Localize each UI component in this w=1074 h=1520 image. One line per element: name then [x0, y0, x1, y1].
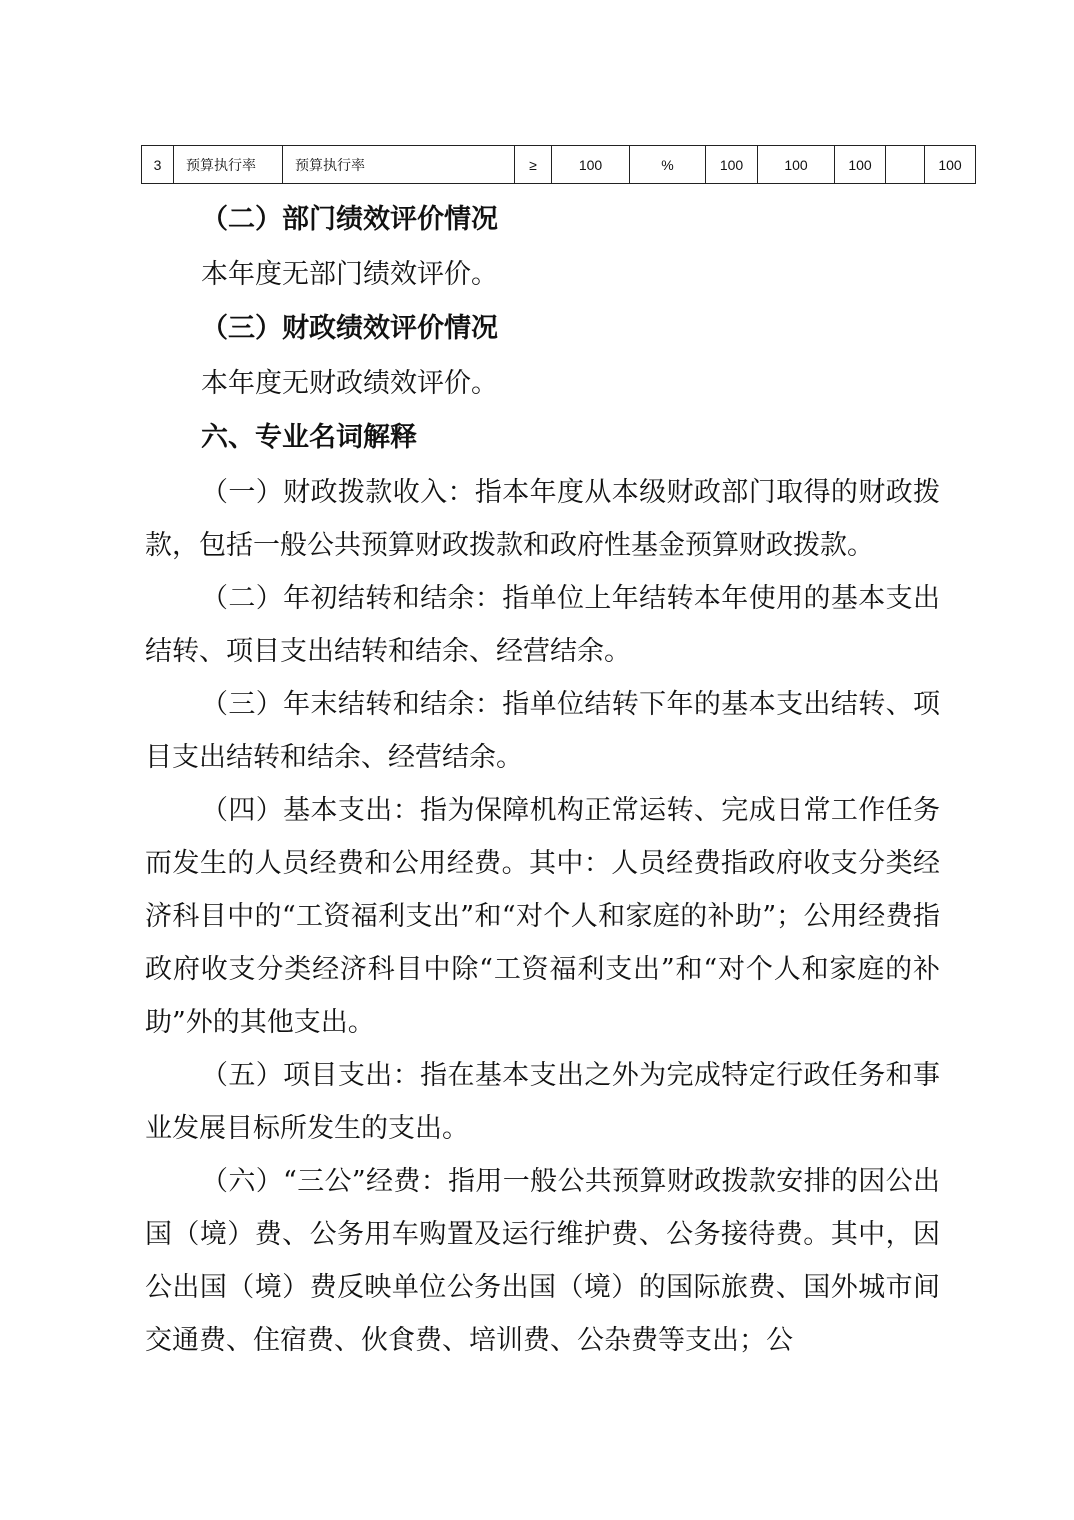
- paragraph: （二）年初结转和结余：指单位上年结转本年使用的基本支出结转、项目支出结转和结余、经营结余。: [145, 583, 940, 667]
- cell-weight: 100: [758, 146, 835, 184]
- cell-empty: [886, 146, 925, 184]
- cell-actual-value: 100: [706, 146, 758, 184]
- paragraph: 本年度无财政绩效评价。: [201, 368, 498, 399]
- paragraph: （四）基本支出：指为保障机构正常运转、完成日常工作任务而发生的人员经费和公用经费。其中：人员经费指政府收支分类经济科目中的“工资福利支出”和“对个人和家庭的补助”；公用经费指政府收支分类经济科目中除“工资福利支出”和“对个人和家庭的补助”外的其他支出。: [145, 795, 940, 1038]
- cell-score: 100: [835, 146, 886, 184]
- cell-index: 3: [142, 146, 174, 184]
- table-row: [142, 146, 976, 184]
- cell-indicator-name: 预算执行率: [174, 146, 283, 184]
- section-heading: （二）部门绩效评价情况: [201, 204, 498, 235]
- cell-operator: ≥: [515, 146, 552, 184]
- paragraph: （一）财政拨款收入：指本年度从本级财政部门取得的财政拨款，包括一般公共预算财政拨款和政府性基金预算财政拨款。: [145, 477, 940, 561]
- paragraph: （三）年末结转和结余：指单位结转下年的基本支出结转、项目支出结转和结余、经营结余。: [145, 689, 940, 773]
- performance-table-row: [141, 145, 976, 184]
- cell-target-value: 100: [552, 146, 630, 184]
- cell-final: 100: [925, 146, 976, 184]
- paragraph: （六）“三公”经费：指用一般公共预算财政拨款安排的因公出国（境）费、公务用车购置及运行维护费、公务接待费。其中，因公出国（境）费反映单位公务出国（境）的国际旅费、国外城市间交通费、住宿费、伙食费、培训费、公杂费等支出；公: [145, 1166, 940, 1356]
- paragraph: 本年度无部门绩效评价。: [201, 259, 498, 290]
- section-heading: 六、专业名词解释: [201, 422, 417, 453]
- document-body: [145, 192, 940, 1367]
- paragraph: （五）项目支出：指在基本支出之外为完成特定行政任务和事业发展目标所发生的支出。: [145, 1060, 940, 1144]
- cell-unit: %: [630, 146, 706, 184]
- section-heading: （三）财政绩效评价情况: [201, 313, 498, 344]
- cell-indicator-content: 预算执行率: [283, 146, 515, 184]
